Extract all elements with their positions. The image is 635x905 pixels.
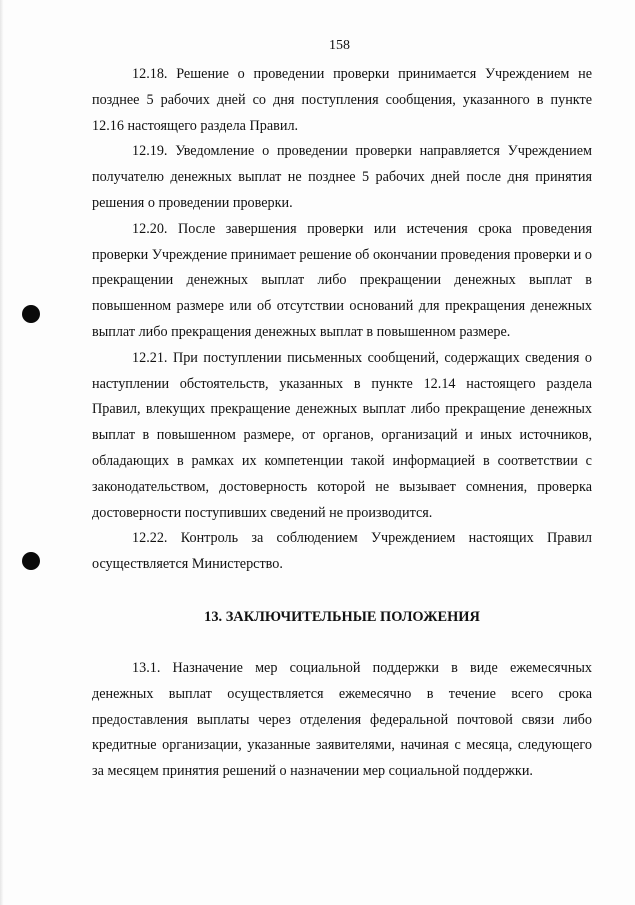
paragraph-12-18: 12.18. Решение о проведении проверки принимается Учреждением не позднее 5 рабочих дней со дня поступления сообщения, указанного в пункте 12.16 настоящего раздела Правил.: [92, 66, 592, 134]
paragraph-13-1: 13.1. Назначение мер социальной поддержки в виде ежемесячных денежных выплат осуществляется ежемесячно в течение всего срока предоставления выплаты через отделения федеральной почтовой связи либо кредитные организации, указанные заявителями, начиная с месяца, следующего за месяцем принятия решений о назначении мер социальной поддержки.: [92, 659, 592, 780]
paragraph-12-19: 12.19. Уведомление о проведении проверки направляется Учреждением получателю денежных выплат не позднее 5 рабочих дней после дня принятия решения о проведении проверки.: [92, 143, 592, 211]
punch-hole-top: [22, 305, 40, 323]
paragraph-12-21: 12.21. При поступлении письменных сообщений, содержащих сведения о наступлении обстоятельств, указанных в пункте 12.14 настоящего раздела Правил, влекущих прекращение денежных выплат либо прекращение денежных выплат в повышенном размере, от органов, организаций и иных источников, обладающих в рамках их компетенции такой информацией в соответствии с законодательством, достоверность которой не вызывает сомнения, проверка достоверности поступивших сведений не производится.: [92, 349, 592, 521]
paragraph-12-20: 12.20. После завершения проверки или истечения срока проведения проверки Учреждение принимает решение об окончании проведения проверки и о прекращении денежных выплат либо прекращении денежных выплат в повышенном размере или об отсутствии оснований для прекращения денежных выплат либо прекращения денежных выплат в повышенном размере.: [92, 220, 592, 340]
punch-hole-bottom: [22, 552, 40, 570]
scan-edge-shadow: [0, 0, 4, 905]
page-number: 158: [329, 38, 350, 53]
section-heading: 13. ЗАКЛЮЧИТЕЛЬНЫЕ ПОЛОЖЕНИЯ: [204, 608, 480, 625]
paragraph-12-22: 12.22. Контроль за соблюдением Учреждением настоящих Правил осуществляется Министерство.: [92, 530, 592, 573]
document-body: [92, 62, 592, 785]
